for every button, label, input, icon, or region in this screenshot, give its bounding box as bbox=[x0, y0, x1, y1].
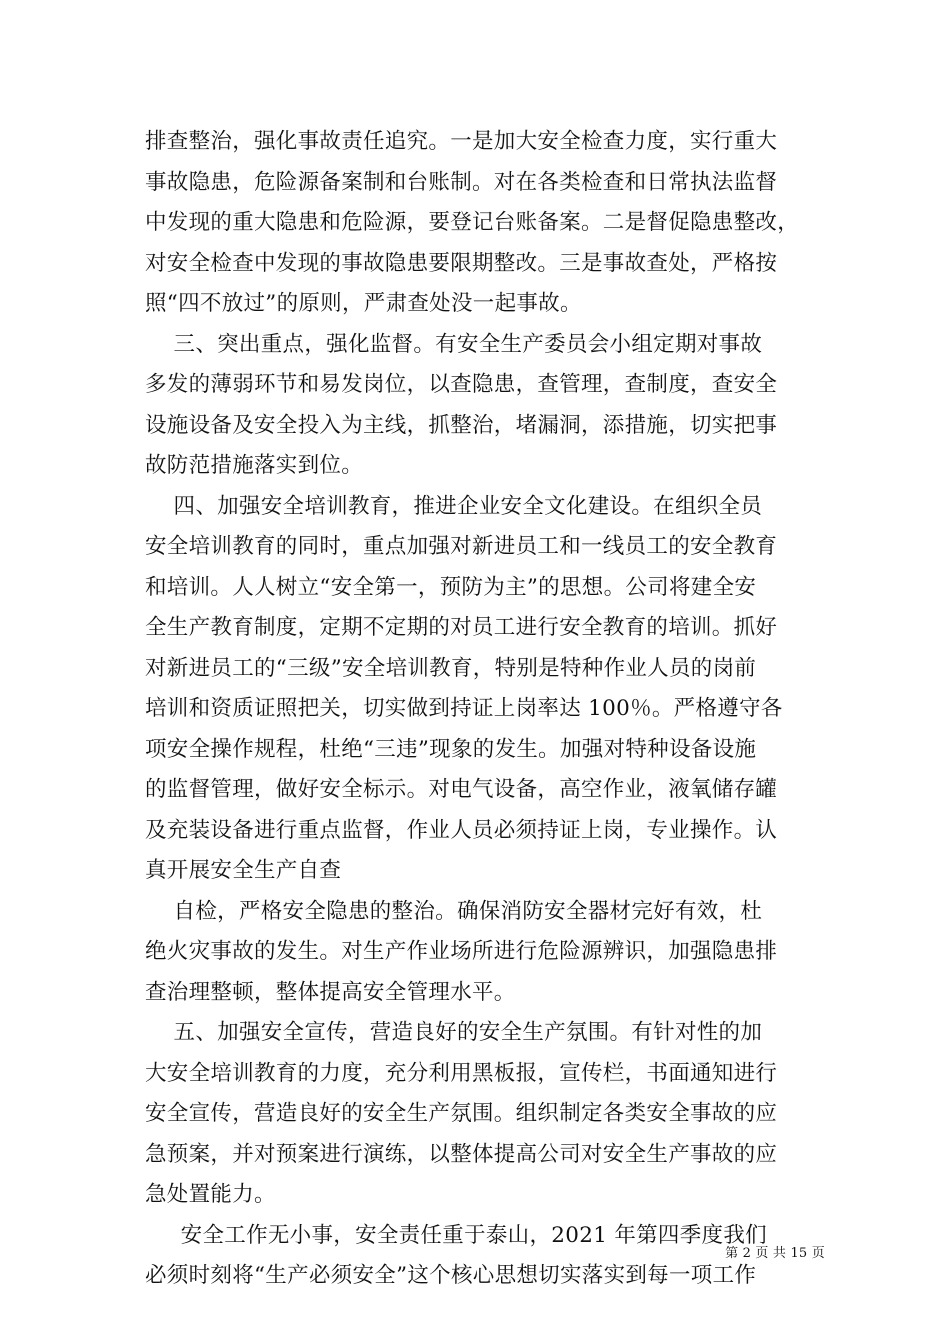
text-line: 的监督管理，做好安全标示。对电气设备，高空作业，液氧储存罐 bbox=[145, 777, 778, 802]
text-line: 绝火灾事故的发生。对生产作业场所进行危险源辨识，加强隐患排 bbox=[145, 939, 778, 964]
text-line: 对安全检查中发现的事故隐患要限期整改。三是事故查处，严格按 bbox=[145, 250, 778, 276]
text-line: 及充装设备进行重点监督，作业人员必须持证上岗，专业操作。认 bbox=[145, 817, 778, 843]
text-line: 急预案，并对预案进行演练，以整体提高公司对安全生产事故的应 bbox=[145, 1141, 778, 1167]
text-line: 设施设备及安全投入为主线，抓整治，堵漏洞，添措施，切实把事 bbox=[145, 412, 778, 438]
text-line: 五、加强安全宣传，营造良好的安全生产氛围。有针对性的加 bbox=[145, 1020, 763, 1045]
text-line: 大安全培训教育的力度，充分利用黑板报，宣传栏，书面通知进行 bbox=[145, 1060, 778, 1086]
text-line: 三、突出重点，强化监督。有安全生产委员会小组定期对事故 bbox=[145, 331, 763, 357]
text-line: 对新进员工的“三级”安全培训教育，特别是特种作业人员的岗前 bbox=[145, 655, 757, 681]
text-line: 中发现的重大隐患和危险源，要登记台账备案。二是督促隐患整改， bbox=[145, 210, 800, 235]
text-line: 照“四不放过”的原则，严肃查处没一起事故。 bbox=[145, 291, 582, 316]
text-line: 真开展安全生产自查 bbox=[145, 858, 342, 883]
page-number: 第 2 页 共 15 页 bbox=[725, 1246, 825, 1261]
page-footer bbox=[0, 1242, 950, 1261]
text-line: 故防范措施落实到位。 bbox=[145, 453, 364, 478]
text-line: 多发的薄弱环节和易发岗位，以查隐患，查管理，查制度，查安全 bbox=[145, 372, 778, 397]
text-line: 自检，严格安全隐患的整治。确保消防安全器材完好有效，杜 bbox=[145, 898, 763, 924]
text-line: 项安全操作规程，杜绝“三违”现象的发生。加强对特种设备设施 bbox=[145, 736, 757, 762]
text-line: 排查整治，强化事故责任追究。一是加大安全检查力度，实行重大 bbox=[145, 129, 778, 154]
text-line: 安全宣传，营造良好的安全生产氛围。组织制定各类安全事故的应 bbox=[145, 1101, 778, 1126]
text-line: 培训和资质证照把关，切实做到持证上岗率达 100％。严格遵守各 bbox=[145, 696, 783, 721]
text-line: 全生产教育制度，定期不定期的对员工进行安全教育的培训。抓好 bbox=[145, 615, 778, 640]
text-line: 必须时刻将“生产必须安全”这个核心思想切实落实到每一项工作 bbox=[145, 1263, 757, 1288]
text-line: 四、加强安全培训教育，推进企业安全文化建设。在组织全员 bbox=[145, 493, 763, 519]
text-line: 查治理整顿，整体提高安全管理水平。 bbox=[145, 979, 516, 1005]
text-line: 和培训。人人树立“安全第一，预防为主”的思想。公司将建全安 bbox=[145, 574, 757, 600]
text-line: 安全工作无小事，安全责任重于泰山，2021 年第四季度我们 bbox=[145, 1222, 767, 1248]
text-line: 事故隐患，危险源备案制和台账制。对在各类检查和日常执法监督 bbox=[145, 169, 778, 195]
text-line: 急处置能力。 bbox=[145, 1182, 276, 1207]
text-line: 安全培训教育的同时，重点加强对新进员工和一线员工的安全教育 bbox=[145, 534, 778, 559]
